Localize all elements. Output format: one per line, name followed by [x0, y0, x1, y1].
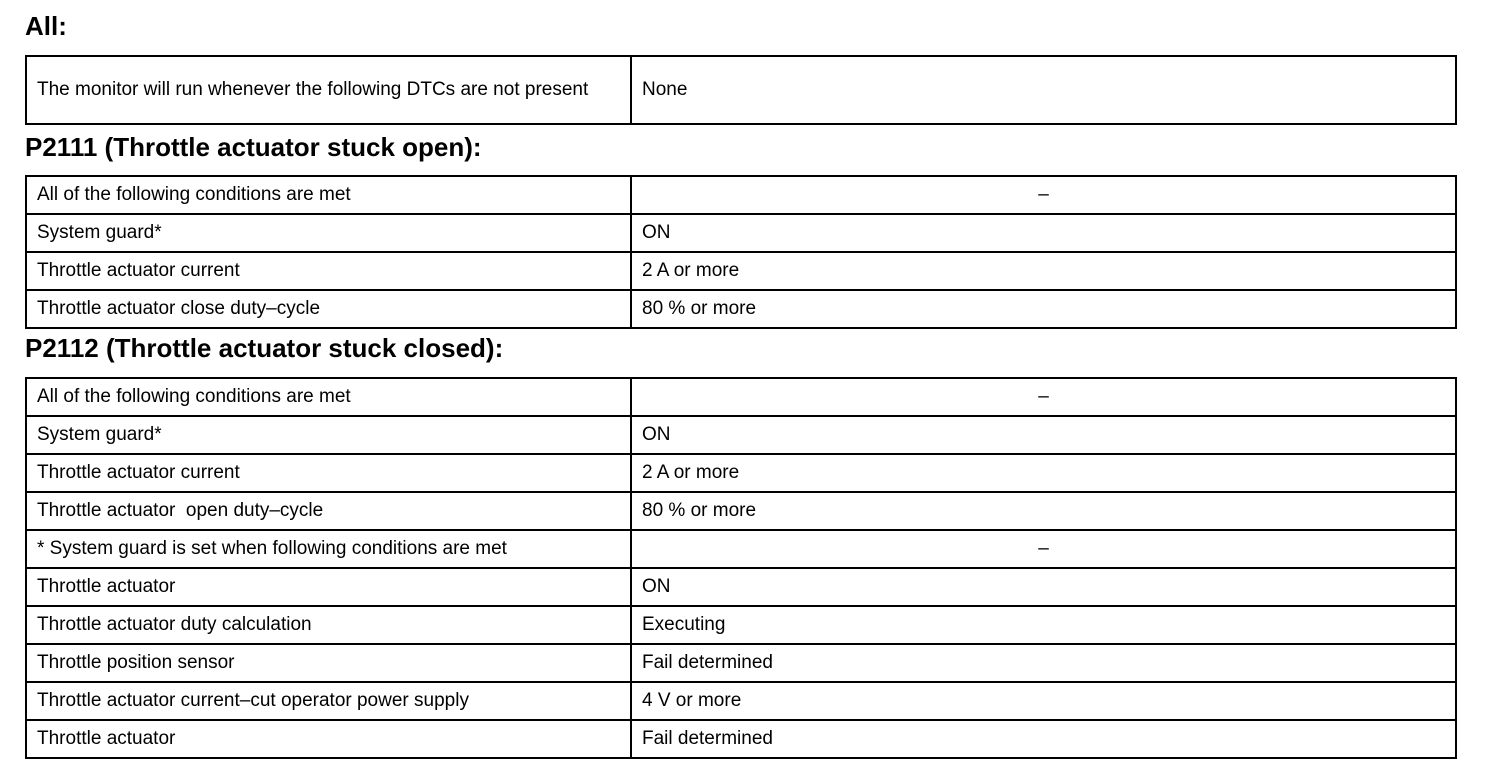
table-row — [26, 644, 1456, 682]
table-row — [26, 568, 1456, 606]
section-heading-all: All: — [25, 11, 67, 41]
table-row — [26, 176, 1456, 214]
table-row — [26, 56, 1456, 124]
condition-label: The monitor will run whenever the following DTCs are not present — [26, 56, 631, 124]
table-all-conditions — [25, 55, 1457, 125]
condition-value: ON — [631, 568, 1456, 606]
table-row — [26, 492, 1456, 530]
table-row — [26, 682, 1456, 720]
table-row — [26, 252, 1456, 290]
condition-value: 80 % or more — [631, 492, 1456, 530]
condition-label: * System guard is set when following conditions are met — [26, 530, 631, 568]
condition-label: System guard* — [26, 214, 631, 252]
condition-value: Executing — [631, 606, 1456, 644]
condition-label: Throttle actuator — [26, 568, 631, 606]
condition-value: 80 % or more — [631, 290, 1456, 328]
condition-label: Throttle actuator open duty–cycle — [26, 492, 631, 530]
condition-label: Throttle actuator duty calculation — [26, 606, 631, 644]
section-heading-p2112: P2112 (Throttle actuator stuck closed): — [25, 333, 504, 363]
condition-label: All of the following conditions are met — [26, 176, 631, 214]
condition-value: – — [631, 176, 1456, 214]
condition-value: Fail determined — [631, 720, 1456, 758]
condition-value: None — [631, 56, 1456, 124]
condition-value: Fail determined — [631, 644, 1456, 682]
condition-value: 4 V or more — [631, 682, 1456, 720]
table-row — [26, 214, 1456, 252]
table-row — [26, 454, 1456, 492]
condition-label: Throttle actuator close duty–cycle — [26, 290, 631, 328]
table-row — [26, 378, 1456, 416]
section-heading-p2111: P2111 (Throttle actuator stuck open): — [25, 132, 482, 162]
condition-value: ON — [631, 416, 1456, 454]
table-row — [26, 606, 1456, 644]
condition-value: 2 A or more — [631, 454, 1456, 492]
condition-label: Throttle actuator current — [26, 454, 631, 492]
condition-label: System guard* — [26, 416, 631, 454]
table-row — [26, 290, 1456, 328]
table-row — [26, 530, 1456, 568]
condition-label: All of the following conditions are met — [26, 378, 631, 416]
condition-label: Throttle position sensor — [26, 644, 631, 682]
condition-value: – — [631, 378, 1456, 416]
condition-value: ON — [631, 214, 1456, 252]
condition-label: Throttle actuator — [26, 720, 631, 758]
condition-label: Throttle actuator current–cut operator power supply — [26, 682, 631, 720]
condition-value: – — [631, 530, 1456, 568]
table-p2111-conditions — [25, 175, 1457, 329]
table-row — [26, 416, 1456, 454]
table-p2112-conditions — [25, 377, 1457, 759]
condition-label: Throttle actuator current — [26, 252, 631, 290]
table-row — [26, 720, 1456, 758]
condition-value: 2 A or more — [631, 252, 1456, 290]
